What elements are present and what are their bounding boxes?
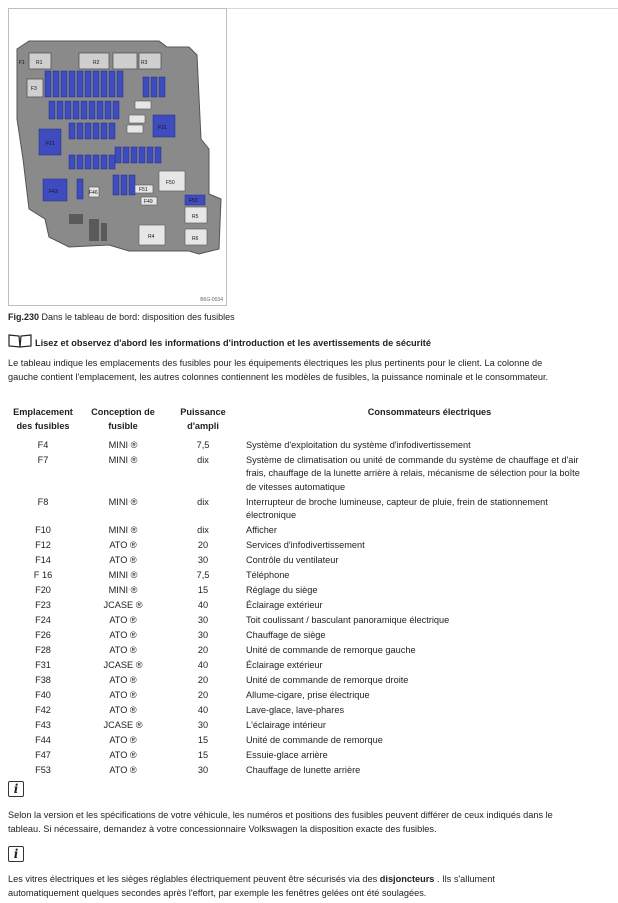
fuse-amperage: 30 — [197, 555, 209, 565]
fuse-design: ATO ® — [109, 645, 137, 655]
fuse-location: F8 — [37, 496, 49, 507]
fuse-consumer: Téléphone — [246, 570, 290, 580]
fuse-amperage: 30 — [197, 765, 209, 775]
table-row — [8, 437, 583, 452]
table-row — [8, 763, 583, 778]
fuse-location: F10 — [35, 525, 51, 535]
fuse-amperage: 20 — [197, 645, 209, 655]
fuse-location: F28 — [35, 645, 51, 655]
caption-text: Dans le tableau de bord: disposition des fusibles — [39, 312, 235, 322]
fuse-amperage: 20 — [197, 675, 209, 685]
fuse-amperage: 30 — [197, 630, 209, 640]
info-note-2-bold: disjoncteurs — [379, 874, 435, 884]
caption-prefix: Fig.230 — [8, 312, 40, 322]
table-row — [8, 673, 583, 688]
fuse-location: F47 — [35, 750, 51, 760]
fuse-consumer: Système de climatisation ou unité de commande du système de chauffage et d'air frais, chauffage de la lunette arrière à relais, mécanisme de sélection pour la boîte de vitesses automatique — [246, 454, 580, 492]
table-row — [8, 568, 583, 583]
table-row — [8, 703, 583, 718]
fuse-box-figure — [8, 8, 227, 306]
header-design: Conception de fusible — [91, 407, 155, 431]
safety-notice[interactable] — [8, 334, 431, 353]
table-row — [8, 583, 583, 598]
fuse-consumer: Essuie-glace arrière — [246, 750, 328, 760]
fuse-design: JCASE ® — [103, 660, 143, 670]
fuse-consumer: Unité de commande de remorque droite — [246, 675, 409, 685]
fuse-amperage: 15 — [197, 735, 209, 745]
table-header-row — [8, 406, 583, 437]
fuse-location: F4 — [37, 439, 49, 450]
fuse-design: ATO ® — [109, 675, 137, 685]
fuse-label-f43: F43 — [49, 189, 58, 195]
fuse-consumer: Réglage du siège — [246, 585, 318, 595]
fuse-consumer: Afficher — [246, 525, 277, 535]
relay-label-r5: R5 — [192, 214, 199, 220]
fuse-amperage: 15 — [197, 750, 209, 760]
fuse-design: MINI ® — [108, 570, 138, 580]
fuse-amperage: 15 — [197, 585, 209, 595]
table-row — [8, 658, 583, 673]
table-row — [8, 553, 583, 568]
figure-code: B6G-0034 — [200, 296, 223, 303]
fuse-location: F14 — [35, 555, 51, 565]
header-location: Emplacement des fusibles — [13, 407, 73, 431]
fuse-label-f21: F21 — [46, 141, 55, 147]
table-row — [8, 523, 583, 538]
top-divider — [227, 8, 618, 9]
fuse-amperage: dix — [197, 454, 209, 465]
fuse-amperage: 40 — [197, 705, 209, 715]
header-consumers: Consommateurs électriques — [367, 407, 492, 417]
header-amperage: Puissance d'ampli — [180, 407, 226, 431]
fuse-design: MINI ® — [108, 585, 138, 595]
fuse-amperage: 7,5 — [196, 570, 210, 580]
fuse-location: F31 — [35, 660, 51, 670]
fuse-consumer: Éclairage extérieur — [246, 660, 323, 670]
fuse-consumer: Éclairage extérieur — [246, 600, 323, 610]
fuse-table — [8, 406, 583, 778]
fuse-design: ATO ® — [109, 735, 137, 745]
table-row — [8, 718, 583, 733]
fuse-label-f51: F51 — [139, 187, 148, 193]
figure-caption — [8, 311, 235, 325]
relay-label-r1: R1 — [36, 60, 43, 66]
fuse-amperage: 20 — [197, 690, 209, 700]
fuse-amperage: 40 — [197, 600, 209, 610]
fuse-design: ATO ® — [109, 555, 137, 565]
table-row — [8, 598, 583, 613]
fuse-location: F53 — [35, 765, 51, 775]
fuse-design: MINI ® — [108, 439, 138, 450]
fuse-consumer: Unité de commande de remorque — [246, 735, 383, 745]
fuse-consumer: Unité de commande de remorque gauche — [246, 645, 416, 655]
fuse-consumer: Toit coulissant / basculant panoramique électrique — [246, 615, 450, 625]
fuse-consumer: Contrôle du ventilateur — [246, 555, 339, 565]
fuse-amperage: 30 — [197, 615, 209, 625]
fuse-label-f53: F53 — [189, 198, 198, 204]
relay-label-r2: R2 — [93, 60, 100, 66]
fuse-label-f49: F49 — [144, 199, 153, 205]
fuse-design: ATO ® — [109, 750, 137, 760]
table-row — [8, 643, 583, 658]
info-icon: i — [8, 846, 24, 862]
fuse-design: ATO ® — [109, 630, 137, 640]
fuse-design: MINI ® — [108, 454, 138, 465]
fuse-location: F12 — [35, 540, 51, 550]
table-row — [8, 628, 583, 643]
notice-text: Lisez et observez d'abord les informations d'introduction et les avertissements de sécurité — [35, 337, 431, 348]
fuse-design: JCASE ® — [103, 720, 143, 730]
info-note-2-start: Les vitres électriques et les sièges réglables électriquement peuvent être sécurisés via des — [8, 874, 380, 884]
fuse-amperage: dix — [197, 496, 209, 507]
fuse-location: F42 — [35, 705, 51, 715]
fuse-amperage: dix — [197, 525, 209, 535]
fuse-table-body — [8, 437, 583, 778]
fuse-consumer: Chauffage de lunette arrière — [246, 765, 361, 775]
fuse-location: F24 — [35, 615, 51, 625]
fuse-amperage: 20 — [197, 540, 209, 550]
fuse-consumer: Services d'infodivertissement — [246, 540, 365, 550]
fuse-location: F43 — [35, 720, 51, 730]
table-row — [8, 613, 583, 628]
fuse-box-diagram — [9, 9, 226, 305]
table-row — [8, 538, 583, 553]
fuse-location: F23 — [35, 600, 51, 610]
fuse-amperage: 30 — [197, 720, 209, 730]
book-icon — [8, 334, 32, 353]
fuse-design: MINI ® — [108, 525, 138, 535]
fuse-location: F40 — [35, 690, 51, 700]
fuse-amperage: 40 — [197, 660, 209, 670]
fuse-label-f1: F1 — [19, 60, 25, 66]
info-note-2-end: . Ils s'allument automatiquement quelques secondes après l'effort, par exemple les fenêtres gelées ont été soulagées. — [8, 874, 495, 898]
intro-paragraph: Le tableau indique les emplacements des fusibles pour les équipements électriques les plus pertinents pour le client. La colonne de gauche contient l'emplacement, les autres colonnes contiennent les modèles de fusibles, la puissance nominale et le consommateur. — [8, 358, 549, 382]
fuse-design: ATO ® — [109, 615, 137, 625]
table-row — [8, 494, 583, 523]
fuse-consumer: Système d'exploitation du système d'infodivertissement — [246, 439, 471, 450]
info-icon: i — [8, 781, 24, 797]
table-row — [8, 452, 583, 494]
fuse-design: JCASE ® — [103, 600, 143, 610]
fuse-design: ATO ® — [109, 705, 137, 715]
relay-label-r4: R4 — [148, 234, 155, 240]
info-note-1: Selon la version et les spécifications de votre véhicule, les numéros et positions des fusibles peuvent différer de ceux indiqués dans le tableau. Si nécessaire, demandez à votre concessionnaire Volkswagen la disposition exacte des fusibles. — [8, 810, 553, 834]
relay-label-r3: R3 — [141, 60, 148, 66]
fuse-label-f3: F3 — [31, 86, 37, 92]
fuse-location: F44 — [35, 735, 51, 745]
fuse-location: F20 — [35, 585, 51, 595]
relay-label-r6: R6 — [192, 236, 199, 242]
fuse-design: ATO ® — [109, 540, 137, 550]
fuse-location: F 16 — [33, 570, 53, 580]
table-row — [8, 688, 583, 703]
fuse-design: ATO ® — [109, 690, 137, 700]
fuse-amperage: 7,5 — [196, 439, 210, 450]
fuse-label-f31: F31 — [158, 125, 167, 131]
table-row — [8, 748, 583, 763]
info-note-2 — [8, 873, 568, 900]
fuse-location: F7 — [37, 454, 49, 465]
fuse-location: F26 — [35, 630, 51, 640]
fuse-location: F38 — [35, 675, 51, 685]
fuse-consumer: Lave-glace, lave-phares — [246, 705, 345, 715]
table-row — [8, 733, 583, 748]
fuse-consumer: L'éclairage intérieur — [246, 720, 326, 730]
fuse-design: ATO ® — [109, 765, 137, 775]
fuse-label-f46: F46 — [89, 190, 98, 196]
fuse-consumer: Allume-cigare, prise électrique — [246, 690, 370, 700]
fuse-design: MINI ® — [108, 496, 138, 507]
fuse-consumer: Chauffage de siège — [246, 630, 326, 640]
fuse-consumer: Interrupteur de broche lumineuse, capteur de pluie, frein de stationnement électronique — [246, 496, 548, 520]
fuse-label-f50: F50 — [166, 180, 175, 186]
